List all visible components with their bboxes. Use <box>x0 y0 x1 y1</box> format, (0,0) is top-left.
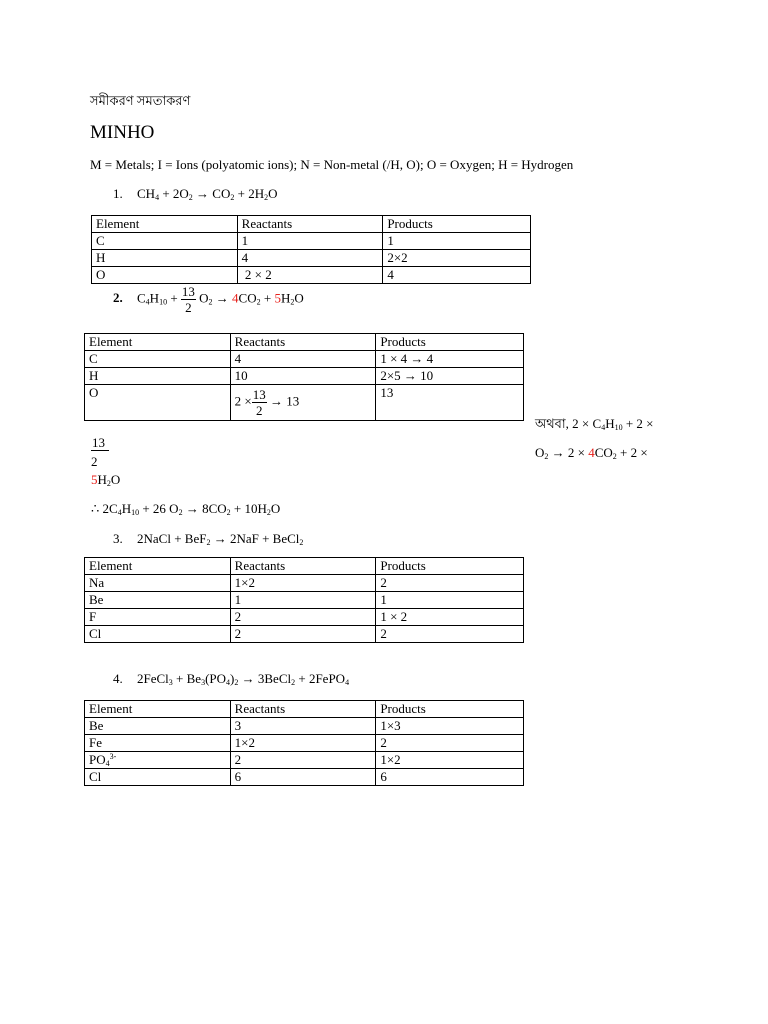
fraction: $\frac{13}{2}$ <box>181 284 195 315</box>
cell: 1 × 2 <box>376 609 524 626</box>
cell: 3 <box>230 718 376 735</box>
header-cell: Element <box>92 216 238 233</box>
side-note-line-2: $O_2 \to 2 \times 4CO_2 + 2$ × <box>535 445 648 461</box>
cell: 1×2 <box>376 752 524 769</box>
table-row <box>85 735 524 752</box>
cell: H <box>92 250 238 267</box>
cell: Fe <box>85 735 231 752</box>
table-header-row <box>92 216 531 233</box>
page-title: MINHO <box>90 122 155 143</box>
equation-number: 4. <box>113 671 123 686</box>
cell: Cl <box>85 769 231 786</box>
table-row <box>92 250 531 267</box>
cell: O <box>92 267 238 284</box>
header-cell: Products <box>376 558 524 575</box>
header-cell: Products <box>383 216 531 233</box>
table-header-row <box>85 334 524 351</box>
cell: 2 × $\frac{13}{2}$ → 13 <box>230 385 376 421</box>
table-1 <box>91 215 531 284</box>
header-cell: Element <box>85 558 231 575</box>
cell: 13 <box>376 385 524 421</box>
table-2 <box>84 333 524 421</box>
cell: 2 <box>230 752 376 769</box>
cell: 2 <box>376 575 524 592</box>
equation-3: 3. 2NaCl + BeF$_2$ → 2NaF + BeCl$_2$ <box>113 531 304 547</box>
cell: O <box>85 385 231 421</box>
table-row <box>85 592 524 609</box>
table-row <box>85 752 524 769</box>
table-row <box>85 351 524 368</box>
header-cell: Reactants <box>230 558 376 575</box>
table-row <box>85 769 524 786</box>
equation-2: 2. $C_4H_{10}$ + $\frac{13}{2}$ $O_2 \to 4CO_2 + 5H_2O$ <box>113 284 304 315</box>
cell: 4 <box>230 351 376 368</box>
cell: 1 × 4 → 4 <box>376 351 524 368</box>
cell: 1×2 <box>230 575 376 592</box>
header-cell: Reactants <box>230 701 376 718</box>
cell: 1 <box>237 233 383 250</box>
side-note-line-1: অথবা, $2 \times C_4H_{10} + 2$ × <box>535 416 654 432</box>
legend-line: M = Metals; I = Ions (polyatomic ions); N = Non-metal (/H, O); O = Oxygen; H = Hydrogen <box>90 157 574 172</box>
cell: F <box>85 609 231 626</box>
cell: $PO_4^{3-}$ <box>85 752 231 769</box>
equation-number: 1. <box>113 186 123 201</box>
table-row <box>85 609 524 626</box>
table-row <box>85 368 524 385</box>
table-row <box>85 575 524 592</box>
bengali-heading: সমীকরণ সমতাকরণ <box>90 93 191 108</box>
equation-1: 1. $CH_4 + 2O_2 \to CO_2 + 2H_2O$ <box>113 186 278 202</box>
cell: 2×2 <box>383 250 531 267</box>
cell: 1×2 <box>230 735 376 752</box>
header-cell: Reactants <box>237 216 383 233</box>
header-cell: Products <box>376 701 524 718</box>
therefore-equation: ∴ $2C_4H_{10} + 26$ $O_2 \to 8CO_2 + 10H_2O$ <box>91 501 281 517</box>
cell: H <box>85 368 231 385</box>
header-cell: Products <box>376 334 524 351</box>
equation-number: 3. <box>113 531 123 546</box>
cell: 4 <box>237 250 383 267</box>
fraction: $\frac{13}{2}$ <box>252 387 266 418</box>
cell: 6 <box>230 769 376 786</box>
table-row <box>92 233 531 250</box>
cell: 2 <box>230 626 376 643</box>
table-3 <box>84 557 524 643</box>
cell: 1 <box>383 233 531 250</box>
cell: 2 × 2 <box>237 267 383 284</box>
cell: 1×3 <box>376 718 524 735</box>
header-cell: Element <box>85 334 231 351</box>
cell: 2 <box>376 626 524 643</box>
table-row <box>85 385 524 421</box>
cell: 4 <box>383 267 531 284</box>
header-cell: Element <box>85 701 231 718</box>
header-cell: Reactants <box>230 334 376 351</box>
orphan-fraction: $\frac{13}{2}$ <box>91 435 109 469</box>
cell: 1 <box>230 592 376 609</box>
equation-number: 2. <box>113 290 123 306</box>
cell: Na <box>85 575 231 592</box>
cell: 2 <box>230 609 376 626</box>
cell: C <box>85 351 231 368</box>
table-row <box>85 718 524 735</box>
table-header-row <box>85 558 524 575</box>
cell: 2×5 → 10 <box>376 368 524 385</box>
table-4 <box>84 700 524 786</box>
cell: 1 <box>376 592 524 609</box>
orphan-h2o: $5H_2O$ <box>91 472 121 488</box>
cell: Be <box>85 718 231 735</box>
cell: 6 <box>376 769 524 786</box>
table-row <box>92 267 531 284</box>
cell: C <box>92 233 238 250</box>
cell: 2 <box>376 735 524 752</box>
table-header-row <box>85 701 524 718</box>
cell: 10 <box>230 368 376 385</box>
cell: Be <box>85 592 231 609</box>
cell: Cl <box>85 626 231 643</box>
equation-4: 4. 2FeCl$_3$ + $Be_3(PO_4)_2$ → 3BeCl$_2$ + 2FePO$_4$ <box>113 671 350 687</box>
table-row <box>85 626 524 643</box>
